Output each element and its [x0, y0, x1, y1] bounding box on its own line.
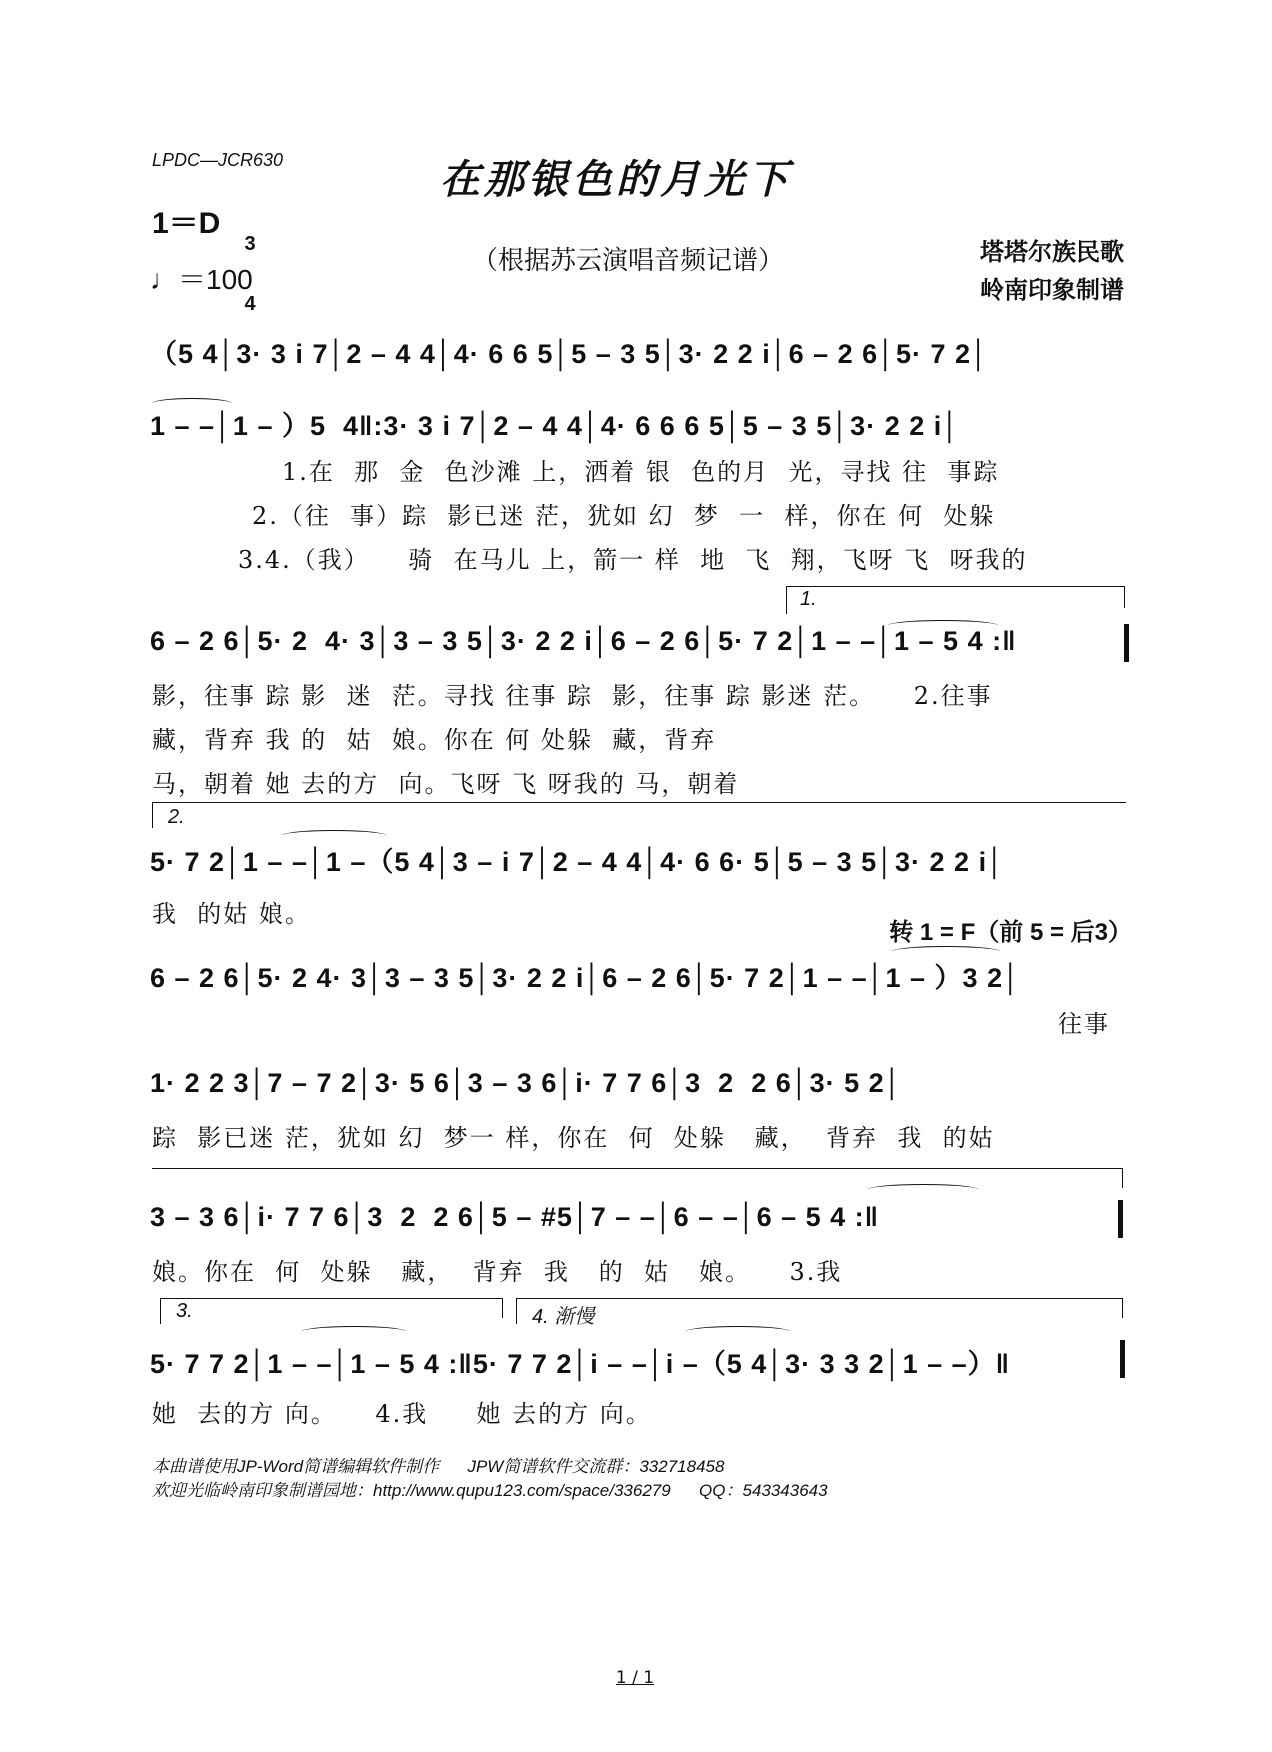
- modulation-marker: 转 1 = F（前 5 = 后3）: [889, 919, 1132, 946]
- volta-bracket-4-start: [516, 1298, 517, 1324]
- staff-line-2: 1 – –│1 – ）5 4‖:3· 3 i 7│2 – 4 4│4· 6 6 6 5│5 – 3 5│3· 2 2 i│: [150, 411, 961, 441]
- tie-mark: [686, 1326, 790, 1337]
- page-number: 1 / 1: [615, 1668, 655, 1688]
- volta-label-2: 2.: [168, 806, 185, 828]
- time-signature-bottom: 4: [244, 293, 256, 315]
- staff-line-5: 6 – 2 6│5· 2 4· 3│3 – 3 5│3· 2 2 i│6 – 2 6│5· 7 2│1 – –│1 – ）3 2│: [150, 963, 1021, 993]
- staff-line-4: 5· 7 2│1 – –│1 –（5 4│3 – i 7│2 – 4 4│4· 6 6· 5│5 – 3 5│3· 2 2 i│: [150, 847, 1005, 877]
- final-barline: [1120, 1340, 1125, 1378]
- volta-bracket-2: [152, 802, 1126, 803]
- staff-line-3: 6 – 2 6│5· 2 4· 3│3 – 3 5│3· 2 2 i│6 – 2 6│5· 7 2│1 – –│1 – 5 4 :‖: [150, 626, 1017, 656]
- volta-bracket-end: [1122, 1168, 1123, 1188]
- volta-bracket-3-end: [502, 1298, 503, 1318]
- tempo-marking: ♩＝100: [150, 264, 253, 295]
- footer-software-note: 本曲谱使用JP-Word简谱编辑软件制作 JPW简谱软件交流群：332718458: [152, 1457, 725, 1476]
- volta-bracket-line: [152, 1168, 1122, 1169]
- lyric-line-6: 踪 影已迷 茫，犹如 幻 梦一 样，你在 何 处躲 藏， 背弃 我 的姑: [152, 1124, 995, 1152]
- volta-label-4: 4. 渐慢: [532, 1306, 595, 1328]
- staff-line-7: 3 – 3 6│i· 7 7 6│3 2 2 6│5 – #5│7 – –│6 – –│6 – 5 4 :‖: [150, 1202, 880, 1232]
- time-signature-top: 3: [244, 233, 256, 255]
- staff-line-6: 1· 2 2 3│7 – 7 2│3· 5 6│3 – 3 6│i· 7 7 6│3 2 2 6│3· 5 2│: [150, 1068, 903, 1098]
- repeat-barline: [1124, 624, 1129, 662]
- lyric-line-5: 往事: [1058, 1010, 1110, 1038]
- tie-mark: [302, 1326, 406, 1337]
- volta-bracket-3-start: [160, 1298, 161, 1324]
- score-code: LPDC—JCR630: [152, 150, 284, 170]
- lyric-verse-3: 3.4.（我） 骑 在马儿 上，箭一 样 地 飞 翔，飞呀 飞 呀我的: [238, 546, 1028, 574]
- volta-bracket-1-start: [786, 586, 787, 614]
- staff-line-1: （5 4│3· 3 i 7│2 – 4 4│4· 6 6 5│5 – 3 5│3· 2 2 i│6 – 2 6│5· 7 2│: [150, 339, 989, 369]
- lyric-line-4: 我 的姑 娘。: [152, 900, 311, 928]
- volta-bracket-4-end: [1122, 1298, 1123, 1318]
- tie-mark: [868, 1184, 978, 1195]
- lyric-verse-2: 2.（往 事）踪 影已迷 茫，犹如 幻 梦 一 样，你在 何 处躲: [252, 502, 996, 530]
- lyric-verse-1: 1.在 那 金 色沙滩 上，洒着 银 色的月 光，寻找 往 事踪: [282, 458, 1000, 486]
- volta-bracket-1: [786, 586, 1124, 587]
- volta-bracket-3: [160, 1298, 502, 1299]
- volta-bracket-1-end: [1124, 586, 1125, 608]
- credit-origin: 塔塔尔族民歌: [980, 237, 1124, 266]
- subtitle: （根据苏云演唱音频记谱）: [472, 246, 785, 276]
- credit-transcriber: 岭南印象制谱: [980, 275, 1124, 304]
- staff-line-8: 5· 7 7 2│1 – –│1 – 5 4 :‖5· 7 7 2│i – –│i –（5 4│3· 3 3 2│1 – –）‖: [150, 1349, 1011, 1379]
- lyric-line-3c: 马，朝着 她 去的方 向。飞呀 飞 呀我的 马，朝着: [152, 770, 740, 798]
- footer-website-note: 欢迎光临岭南印象制谱园地：http://www.qupu123.com/space/336279 QQ：543343643: [152, 1481, 828, 1500]
- lyric-line-7: 娘。你在 何 处躲 藏， 背弃 我 的 姑 娘。 3.我: [152, 1258, 843, 1286]
- lyric-line-8: 她 去的方 向。 4.我 她 去的方 向。: [152, 1400, 652, 1428]
- volta-bracket-2-start: [152, 802, 153, 828]
- song-title: 在那银色的月光下: [440, 156, 792, 203]
- lyric-line-3a: 影，往事 踪 影 迷 茫。寻找 往事 踪 影，往事 踪 影迷 茫。 2.往事: [152, 682, 993, 710]
- volta-bracket-4: [516, 1298, 1122, 1299]
- volta-label-3: 3.: [176, 1300, 193, 1322]
- lyric-line-3b: 藏，背弃 我 的 姑 娘。你在 何 处躲 藏，背弃: [152, 726, 717, 754]
- repeat-barline: [1118, 1200, 1123, 1238]
- volta-label-1: 1.: [800, 588, 817, 610]
- key-signature: 1＝D: [152, 207, 221, 240]
